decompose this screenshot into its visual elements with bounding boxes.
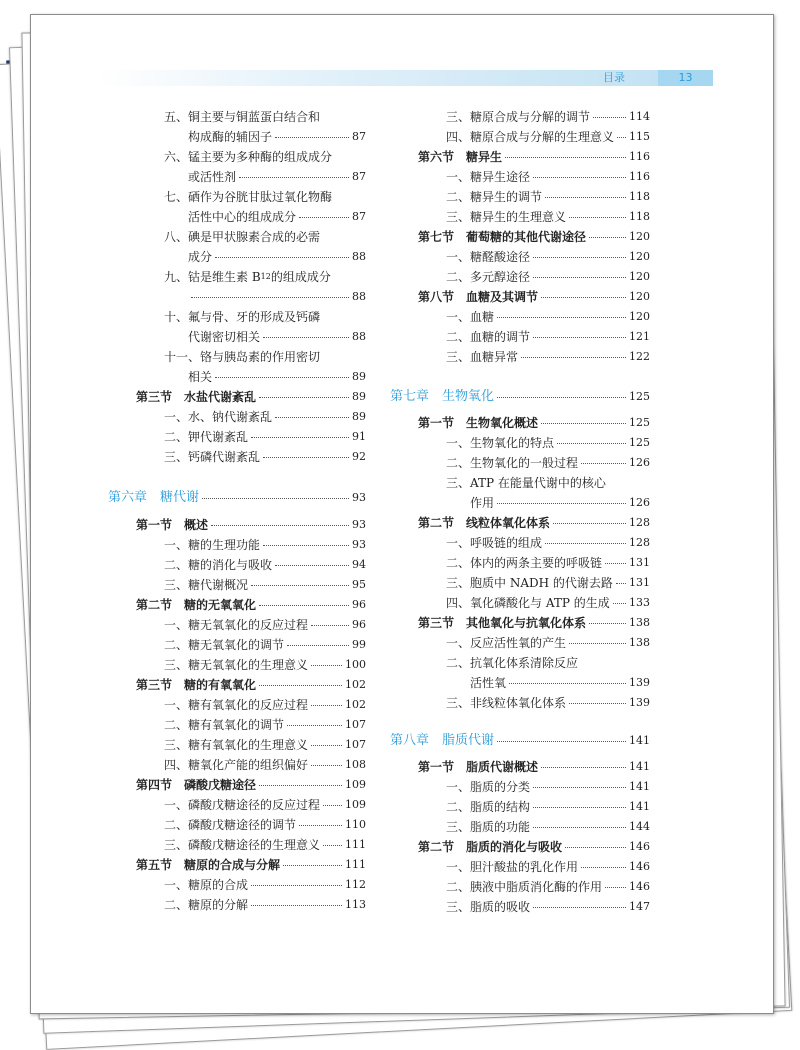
- toc-entry: [390, 247, 650, 267]
- toc-page-number: 112: [345, 878, 366, 891]
- dot-leader: [263, 447, 349, 458]
- toc-entry: [108, 895, 366, 915]
- dot-leader: [191, 287, 349, 298]
- dot-leader: [275, 407, 349, 418]
- toc-entry-title: 二、钾代谢紊乱: [164, 430, 249, 444]
- toc-page-number: 99: [352, 638, 366, 651]
- toc-entry-title: 七、硒作为谷胱甘肽过氧化物酶: [164, 190, 333, 204]
- dot-leader: [259, 775, 342, 786]
- toc-page-number: 102: [345, 698, 366, 711]
- toc-entry: [108, 815, 366, 835]
- toc-entry-title: 第六节 糖异生: [418, 150, 503, 164]
- dot-leader: [497, 493, 626, 504]
- toc-entry-title: 一、水、钠代谢紊乱: [164, 410, 273, 424]
- toc-entry: [390, 187, 650, 207]
- toc-entry: [390, 897, 650, 917]
- toc-section-entry: [108, 515, 366, 535]
- dot-leader: [605, 553, 626, 564]
- toc-entry: [390, 533, 650, 553]
- toc-entry: [108, 735, 366, 755]
- toc-entry-title: 二、生物氧化的一般过程: [446, 456, 579, 470]
- dot-leader: [311, 695, 342, 706]
- toc-page-number: 141: [629, 780, 650, 793]
- toc-page-number: 94: [352, 558, 366, 571]
- dot-leader: [275, 127, 349, 138]
- toc-page-number: 128: [629, 516, 650, 529]
- toc-entry: [108, 635, 366, 655]
- toc-page-number: 88: [352, 290, 366, 303]
- toc-entry-title: 三、糖原合成与分解的调节: [446, 110, 591, 124]
- toc-page-number: 118: [629, 190, 650, 203]
- toc-entry-title: 一、生物氧化的特点: [446, 436, 555, 450]
- toc-entry: [390, 307, 650, 327]
- toc-entry-title: 二、胰液中脂质消化酶的作用: [446, 880, 603, 894]
- dot-leader: [311, 735, 342, 746]
- toc-page-number: 87: [352, 210, 366, 223]
- dot-leader: [533, 797, 626, 808]
- dot-leader: [259, 595, 349, 606]
- toc-entry-title: 作用: [470, 496, 495, 510]
- toc-page-number: 111: [345, 838, 366, 851]
- toc-entry: [390, 107, 650, 127]
- toc-entry: [390, 877, 650, 897]
- dot-leader: [202, 488, 349, 499]
- toc-page-number: 141: [629, 734, 650, 747]
- toc-page-number: 108: [345, 758, 366, 771]
- toc-entry-title: 第四节 磷酸戊糖途径: [136, 778, 257, 792]
- toc-entry-title: 一、呼吸链的组成: [446, 536, 543, 550]
- dot-leader: [581, 857, 626, 868]
- toc-entry-title: 第七章 生物氧化: [390, 389, 495, 404]
- toc-entry-title: 三、糖代谢概况: [164, 578, 249, 592]
- dot-leader: [299, 207, 349, 218]
- dot-leader: [533, 817, 626, 828]
- toc-entry: [390, 817, 650, 837]
- dot-leader: [287, 635, 349, 646]
- dot-leader: [497, 731, 626, 742]
- toc-chapter-entry: [390, 731, 650, 751]
- toc-entry: [390, 653, 650, 673]
- toc-entry-title: 二、糖异生的调节: [446, 190, 543, 204]
- dot-leader: [533, 327, 626, 338]
- toc-page-number: 120: [629, 290, 650, 303]
- toc-page-number: 144: [629, 820, 650, 833]
- toc-entry-title: 一、胆汁酸盐的乳化作用: [446, 860, 579, 874]
- toc-page-number: 96: [352, 598, 366, 611]
- toc-entry-title: 一、磷酸戊糖途径的反应过程: [164, 798, 321, 812]
- dot-leader: [613, 593, 626, 604]
- toc-page-number: 116: [629, 150, 650, 163]
- toc-page-number: 146: [629, 840, 650, 853]
- toc-page-number: 95: [352, 578, 366, 591]
- toc-entry-title: 第八节 血糖及其调节: [418, 290, 539, 304]
- toc-entry: [108, 247, 366, 267]
- toc-entry: [108, 127, 366, 147]
- toc-entry-title: 或活性剂: [188, 170, 237, 184]
- toc-entry-title: 构成酶的辅因子: [188, 130, 273, 144]
- toc-entry: [108, 107, 366, 127]
- toc-entry-title: 活性中心的组成成分: [188, 210, 297, 224]
- toc-page-number: 125: [629, 416, 650, 429]
- toc-entry-title: 三、非线粒体氧化体系: [446, 696, 567, 710]
- toc-section-entry: [108, 855, 366, 875]
- toc-entry-title: 第八章 脂质代谢: [390, 733, 495, 748]
- toc-page-number: 138: [629, 616, 650, 629]
- dot-leader: [557, 433, 626, 444]
- toc-entry: [108, 267, 366, 287]
- toc-section-entry: [390, 413, 650, 433]
- toc-entry-title: 第一节 概述: [136, 518, 209, 532]
- toc-entry-title: 六、锰主要为多种酶的组成成分: [164, 150, 333, 164]
- toc-entry: [108, 715, 366, 735]
- toc-entry-title: 二、血糖的调节: [446, 330, 531, 344]
- toc-entry: [108, 347, 366, 367]
- toc-entry-title: 二、糖有氧氧化的调节: [164, 718, 285, 732]
- toc-section-entry: [108, 595, 366, 615]
- toc-page-number: 93: [352, 538, 366, 551]
- toc-page-number: 120: [629, 310, 650, 323]
- dot-leader: [497, 387, 626, 398]
- toc-page-number: 118: [629, 210, 650, 223]
- toc-entry: [390, 673, 650, 693]
- toc-entry-title: 一、糖无氧氧化的反应过程: [164, 618, 309, 632]
- toc-entry: [108, 307, 366, 327]
- dot-leader: [533, 267, 626, 278]
- toc-page-number: 131: [629, 556, 650, 569]
- toc-entry-title: 三、糖无氧氧化的生理意义: [164, 658, 309, 672]
- dot-leader: [593, 107, 626, 118]
- dot-leader: [505, 147, 626, 158]
- toc-page-number: 121: [629, 330, 650, 343]
- toc-entry-title: 三、ATP 在能量代谢中的核心: [446, 476, 606, 490]
- toc-section-entry: [108, 675, 366, 695]
- toc-entry: [108, 755, 366, 775]
- toc-entry-title: 第一节 脂质代谢概述: [418, 760, 539, 774]
- toc-entry: [108, 795, 366, 815]
- dot-leader: [569, 207, 626, 218]
- toc-entry-title: 一、糖原的合成: [164, 878, 249, 892]
- toc-section-entry: [390, 837, 650, 857]
- toc-section-entry: [108, 387, 366, 407]
- dot-leader: [251, 575, 349, 586]
- toc-page-number: 128: [629, 536, 650, 549]
- toc-entry: [390, 453, 650, 473]
- toc-page-number: 141: [629, 760, 650, 773]
- toc-entry-title: 第五节 糖原的合成与分解: [136, 858, 281, 872]
- toc-entry-title: 四、氧化磷酸化与 ATP 的生成: [446, 596, 610, 610]
- toc-page-number: 111: [345, 858, 366, 871]
- dot-leader: [605, 877, 626, 888]
- toc-entry: [390, 797, 650, 817]
- toc-page-number: 93: [352, 491, 366, 504]
- toc-page-number: 88: [352, 330, 366, 343]
- dot-leader: [533, 897, 626, 908]
- toc-entry: [108, 695, 366, 715]
- toc-page-number: 102: [345, 678, 366, 691]
- toc-page-number: 91: [352, 430, 366, 443]
- toc-page-number: 92: [352, 450, 366, 463]
- toc-chapter-entry: [108, 488, 366, 508]
- toc-page-number: 141: [629, 800, 650, 813]
- toc-page-number: 100: [345, 658, 366, 671]
- dot-leader: [239, 167, 349, 178]
- toc-entry: [390, 573, 650, 593]
- toc-entry-title: 第七节 葡萄糖的其他代谢途径: [418, 230, 587, 244]
- toc-entry: [108, 187, 366, 207]
- toc-entry-title: 三、脂质的功能: [446, 820, 531, 834]
- toc-page-number: 146: [629, 880, 650, 893]
- toc-entry: [390, 167, 650, 187]
- toc-page-number: 107: [345, 738, 366, 751]
- dot-leader: [311, 615, 349, 626]
- toc-entry-title: 五、铜主要与铜蓝蛋白结合和: [164, 110, 321, 124]
- dot-leader: [569, 633, 626, 644]
- toc-entry-title: 第三节 其他氧化与抗氧化体系: [418, 616, 587, 630]
- toc-entry: [390, 693, 650, 713]
- dot-leader: [545, 187, 626, 198]
- toc-entry-title: 代谢密切相关: [188, 330, 261, 344]
- dot-leader: [589, 227, 626, 238]
- toc-entry-title: 第二节 线粒体氧化体系: [418, 516, 551, 530]
- toc-entry-title: 相关: [188, 370, 213, 384]
- toc-page-number: 116: [629, 170, 650, 183]
- toc-entry-title: 二、脂质的结构: [446, 800, 531, 814]
- dot-leader: [323, 835, 342, 846]
- toc-page-number: 113: [345, 898, 366, 911]
- dot-leader: [589, 613, 626, 624]
- toc-entry: [108, 287, 366, 307]
- dot-leader: [509, 673, 626, 684]
- toc-page-number: 93: [352, 518, 366, 531]
- toc-entry-title: 一、脂质的分类: [446, 780, 531, 794]
- toc-page-number: 126: [629, 496, 650, 509]
- toc-entry-title: 十、氟与骨、牙的形成及钙磷: [164, 310, 321, 324]
- toc-page-number: 133: [629, 596, 650, 609]
- toc-page-number: 122: [629, 350, 650, 363]
- toc-entry: [108, 427, 366, 447]
- toc-entry: [108, 207, 366, 227]
- dot-leader: [215, 247, 349, 258]
- dot-leader: [263, 327, 349, 338]
- dot-leader: [533, 777, 626, 788]
- toc-entry-title: 第二节 脂质的消化与吸收: [418, 840, 563, 854]
- toc-entry-title: 二、多元醇途径: [446, 270, 531, 284]
- toc-entry-title: 九、钴是维生素 B: [164, 270, 261, 284]
- toc-section-entry: [390, 147, 650, 167]
- dot-leader: [287, 715, 342, 726]
- dot-leader: [275, 555, 349, 566]
- toc-page-number: 89: [352, 390, 366, 403]
- toc-section-entry: [390, 513, 650, 533]
- toc-entry: [108, 447, 366, 467]
- dot-leader: [581, 453, 626, 464]
- toc-entry-title: 八、碘是甲状腺素合成的必需: [164, 230, 321, 244]
- dot-leader: [565, 837, 626, 848]
- toc-entry-title: 三、胞质中 NADH 的代谢去路: [446, 576, 613, 590]
- dot-leader: [251, 875, 342, 886]
- toc-page-number: 138: [629, 636, 650, 649]
- toc-entry-title: 四、糖原合成与分解的生理意义: [446, 130, 615, 144]
- dot-leader: [497, 307, 626, 318]
- toc-entry: [108, 327, 366, 347]
- dot-leader: [545, 533, 626, 544]
- toc-page-number: 89: [352, 370, 366, 383]
- dot-leader: [533, 167, 626, 178]
- toc-page-number: 120: [629, 250, 650, 263]
- toc-entry: [108, 367, 366, 387]
- dot-leader: [616, 573, 626, 584]
- dot-leader: [251, 427, 349, 438]
- toc-page-number: 109: [345, 778, 366, 791]
- toc-entry: [108, 167, 366, 187]
- dot-leader: [617, 127, 626, 138]
- toc-entry-title: 三、脂质的吸收: [446, 900, 531, 914]
- toc-entry: [390, 207, 650, 227]
- toc-entry-title: 二、糖无氧氧化的调节: [164, 638, 285, 652]
- toc-entry-title-cont: 的组成成分: [270, 270, 331, 284]
- toc-entry-title: 三、血糖异常: [446, 350, 519, 364]
- toc-entry: [108, 535, 366, 555]
- dot-leader: [521, 347, 626, 358]
- toc-section-entry: [390, 613, 650, 633]
- toc-page-number: 120: [629, 270, 650, 283]
- toc-page-number: 120: [629, 230, 650, 243]
- dot-leader: [211, 515, 349, 526]
- toc-entry-title: 第二节 糖的无氧氧化: [136, 598, 257, 612]
- toc-entry: [390, 473, 650, 493]
- toc-entry-title: 活性氧: [470, 676, 507, 690]
- toc-entry-title: 三、磷酸戊糖途径的生理意义: [164, 838, 321, 852]
- toc-entry: [390, 777, 650, 797]
- toc-entry-title: 成分: [188, 250, 213, 264]
- page-number: 13: [678, 71, 693, 84]
- toc-entry: [390, 553, 650, 573]
- dot-leader: [259, 675, 342, 686]
- toc-page-number: 109: [345, 798, 366, 811]
- toc-entry: [390, 267, 650, 287]
- dot-leader: [259, 387, 349, 398]
- toc-page-number: 96: [352, 618, 366, 631]
- toc-entry: [108, 227, 366, 247]
- toc-page-number: 89: [352, 410, 366, 423]
- toc-entry-title: 三、糖异生的生理意义: [446, 210, 567, 224]
- toc-entry: [108, 655, 366, 675]
- toc-entry-title: 第三节 糖的有氧氧化: [136, 678, 257, 692]
- toc-page-number: 114: [629, 110, 650, 123]
- toc-entry-subscript: 12: [260, 272, 271, 281]
- toc-entry: [390, 493, 650, 513]
- toc-entry: [108, 575, 366, 595]
- dot-leader: [323, 795, 342, 806]
- toc-entry-title: 第六章 糖代谢: [108, 490, 200, 505]
- dot-leader: [541, 287, 626, 298]
- toc-entry-title: 十一、铬与胰岛素的作用密切: [164, 350, 321, 364]
- toc-page-number: 110: [345, 818, 366, 831]
- toc-entry-title: 一、反应活性氧的产生: [446, 636, 567, 650]
- toc-section-entry: [390, 287, 650, 307]
- toc-page-number: 115: [629, 130, 650, 143]
- toc-page-number: 139: [629, 696, 650, 709]
- dot-leader: [215, 367, 349, 378]
- toc-entry-title: 一、糖醛酸途径: [446, 250, 531, 264]
- toc-page-number: 87: [352, 130, 366, 143]
- toc-entry: [108, 555, 366, 575]
- toc-section-entry: [390, 227, 650, 247]
- toc-entry-title: 二、体内的两条主要的呼吸链: [446, 556, 603, 570]
- toc-page-number: 88: [352, 250, 366, 263]
- toc-entry-title: 二、磷酸戊糖途径的调节: [164, 818, 297, 832]
- toc-entry-title: 二、抗氧化体系清除反应: [446, 656, 579, 670]
- toc-entry: [390, 347, 650, 367]
- header-label: 目录: [603, 71, 625, 84]
- toc-page-number: 107: [345, 718, 366, 731]
- toc-entry: [390, 327, 650, 347]
- toc-entry-title: 一、糖有氧氧化的反应过程: [164, 698, 309, 712]
- dot-leader: [311, 655, 342, 666]
- toc-entry-title: 第三节 水盐代谢紊乱: [136, 390, 257, 404]
- dot-leader: [299, 815, 342, 826]
- toc-entry: [108, 835, 366, 855]
- dot-leader: [311, 755, 342, 766]
- toc-entry-title: 三、糖有氧氧化的生理意义: [164, 738, 309, 752]
- toc-entry-title: 三、钙磷代谢紊乱: [164, 450, 261, 464]
- dot-leader: [533, 247, 626, 258]
- toc-entry: [390, 593, 650, 613]
- toc-entry-title: 二、糖的消化与吸收: [164, 558, 273, 572]
- toc-entry: [390, 633, 650, 653]
- toc-entry-title: 一、糖异生途径: [446, 170, 531, 184]
- dot-leader: [553, 513, 626, 524]
- toc-entry: [108, 407, 366, 427]
- toc-entry: [108, 875, 366, 895]
- toc-entry-title: 四、糖氧化产能的组织偏好: [164, 758, 309, 772]
- toc-page-number: 131: [629, 576, 650, 589]
- dot-leader: [263, 535, 349, 546]
- toc-page-number: 125: [629, 436, 650, 449]
- toc-entry-title: 一、血糖: [446, 310, 495, 324]
- toc-page-number: 146: [629, 860, 650, 873]
- dot-leader: [541, 413, 626, 424]
- dot-leader: [283, 855, 342, 866]
- toc-entry-title: 第一节 生物氧化概述: [418, 416, 539, 430]
- toc-entry: [108, 147, 366, 167]
- toc-entry: [108, 615, 366, 635]
- toc-entry-title: 一、糖的生理功能: [164, 538, 261, 552]
- toc-section-entry: [108, 775, 366, 795]
- toc-page-number: 147: [629, 900, 650, 913]
- toc-section-entry: [390, 757, 650, 777]
- toc-page-number: 139: [629, 676, 650, 689]
- toc-page-number: 87: [352, 170, 366, 183]
- toc-page-number: 126: [629, 456, 650, 469]
- toc-entry: [390, 127, 650, 147]
- dot-leader: [541, 757, 626, 768]
- dot-leader: [251, 895, 342, 906]
- dot-leader: [569, 693, 626, 704]
- toc-entry: [390, 857, 650, 877]
- toc-entry-title: 二、糖原的分解: [164, 898, 249, 912]
- toc-chapter-entry: [390, 387, 650, 407]
- toc-page-number: 125: [629, 390, 650, 403]
- toc-entry: [390, 433, 650, 453]
